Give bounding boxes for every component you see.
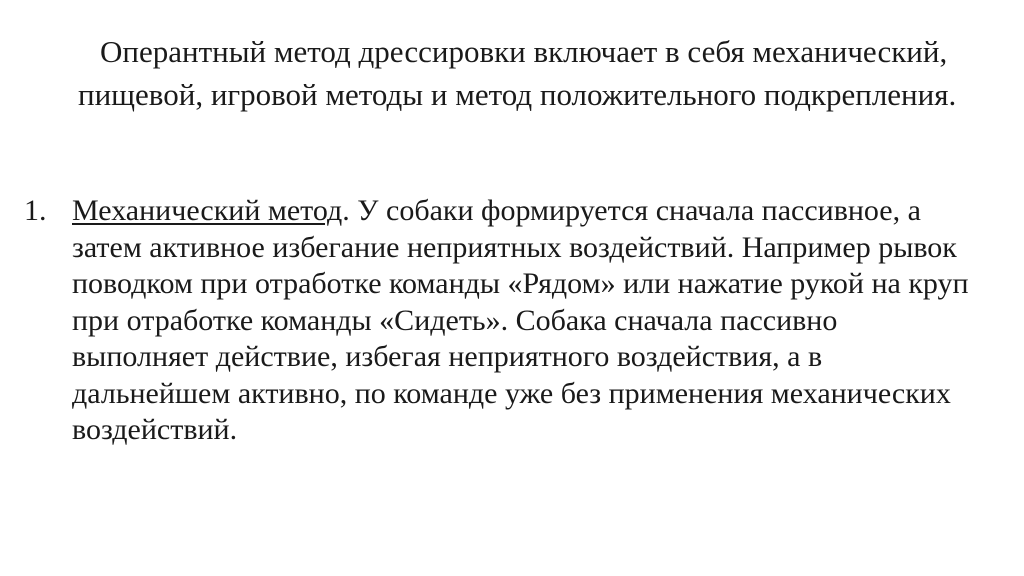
list-item bbox=[24, 193, 984, 449]
list-item-description: . У собаки формируется сначала пассивное, а затем активное избегание неприятных воздействий. Например рывок поводком при отработке команды «Рядом» или нажатие рукой на круп при отработке команды «Сидеть». Собака сначала пассивно выполняет действие, избегая неприятного воздействия, а в дальнейшем активно, по команде уже без применения механических воздействий. bbox=[72, 194, 969, 446]
list-item-number: 1. bbox=[24, 194, 47, 227]
intro-paragraph: Оперантный метод дрессировки включает в себя механический, пищевой, игровой методы и метод положительного подкрепления. bbox=[78, 34, 957, 112]
list-item-body bbox=[72, 193, 977, 449]
list-item-term: Механический метод bbox=[72, 194, 343, 227]
